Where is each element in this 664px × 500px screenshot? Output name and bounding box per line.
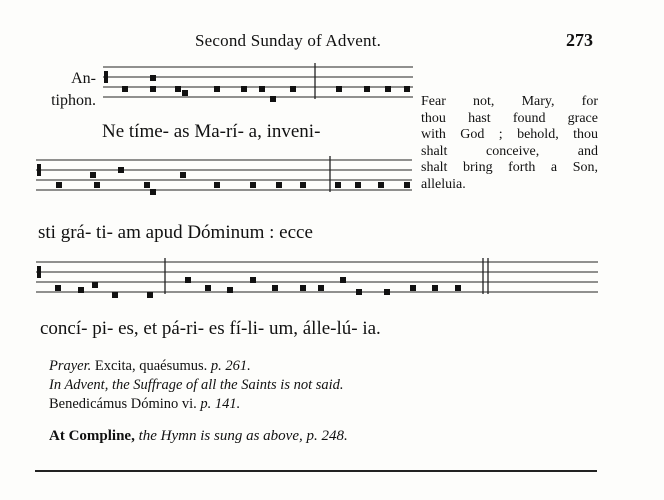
translation-line: Fear not, Mary, for — [421, 94, 598, 109]
translation-line: thou hast found grace — [421, 110, 598, 126]
neume-note — [241, 86, 247, 92]
neume-note — [340, 277, 346, 283]
neume-note — [185, 277, 191, 283]
clef-mark — [104, 71, 108, 83]
neume-note — [55, 285, 61, 291]
neume-note — [147, 292, 153, 298]
neume-note — [364, 86, 370, 92]
benedicamus-page-ref: p. 141. — [200, 396, 241, 412]
neume-note — [150, 75, 156, 81]
neume-note — [335, 182, 341, 188]
translation-line: shalt bring forth a Son, — [421, 160, 598, 175]
neume-note — [175, 86, 181, 92]
translation-line: alleluia. — [421, 176, 466, 192]
prayer-text: Excita, quaésumus. — [91, 358, 211, 374]
neume-note — [259, 86, 265, 92]
antiphon-label-line2: tiphon. — [51, 92, 96, 109]
neume-note — [300, 285, 306, 291]
neume-note — [144, 182, 150, 188]
neume-note — [180, 172, 186, 178]
prayer-label: Prayer. — [49, 358, 92, 374]
neume-note — [182, 90, 188, 96]
advent-note: In Advent, the Suffrage of all the Saints is not said. — [49, 377, 344, 393]
antiphon-label-line1: An- — [71, 70, 96, 87]
neume-note — [150, 189, 156, 195]
neume-note — [250, 277, 256, 283]
neume-note — [205, 285, 211, 291]
neume-note — [270, 96, 276, 102]
neume-note — [56, 182, 62, 188]
neume-note — [404, 182, 410, 188]
clef-mark — [37, 164, 41, 176]
neume-note — [355, 182, 361, 188]
translation-line: shalt conceive, and — [421, 143, 598, 159]
neume-note — [250, 182, 256, 188]
neume-note — [272, 285, 278, 291]
neume-note — [276, 182, 282, 188]
neume-note — [112, 292, 118, 298]
neume-note — [356, 289, 362, 295]
neume-note — [385, 86, 391, 92]
neume-note — [410, 285, 416, 291]
compline-rubric — [49, 428, 348, 445]
neume-note — [92, 282, 98, 288]
prayer-page-ref: p. 261. — [210, 358, 251, 374]
neume-note — [150, 86, 156, 92]
compline-label: At Compline, — [49, 428, 135, 444]
neume-note — [214, 182, 220, 188]
neume-note — [336, 86, 342, 92]
neume-note — [94, 182, 100, 188]
prayer-rubric — [49, 357, 344, 376]
neume-note — [90, 172, 96, 178]
lyric-line-2: sti grá- ti- am apud Dóminum : ecce — [38, 222, 313, 243]
benedicamus-text: Benedicámus Dómino vi. — [49, 396, 201, 412]
clef-mark — [37, 266, 41, 278]
english-translation — [421, 94, 598, 193]
page-number: 273 — [566, 30, 593, 50]
lyric-line-1: Ne tíme- as Ma-rí- a, inveni- — [102, 121, 321, 142]
neume-note — [118, 167, 124, 173]
neume-note — [318, 285, 324, 291]
lyric-line-3: concí- pi- es, et pá-ri- es fí-li- um, álle-lú- ia. — [40, 318, 381, 339]
neume-note — [290, 86, 296, 92]
neume-note — [227, 287, 233, 293]
neume-note — [455, 285, 461, 291]
translation-line: with God ; behold, thou — [421, 127, 598, 142]
benedicamus-rubric — [49, 395, 344, 414]
compline-text: the Hymn is sung as above, p. 248. — [134, 428, 348, 444]
neume-note — [214, 86, 220, 92]
neume-note — [300, 182, 306, 188]
neume-note — [78, 287, 84, 293]
bottom-rule — [35, 470, 597, 472]
neume-note — [432, 285, 438, 291]
neume-note — [122, 86, 128, 92]
neume-note — [378, 182, 384, 188]
neume-note — [404, 86, 410, 92]
page-header-title: Second Sunday of Advent. — [195, 31, 382, 50]
rubrics — [49, 357, 344, 414]
neume-note — [384, 289, 390, 295]
